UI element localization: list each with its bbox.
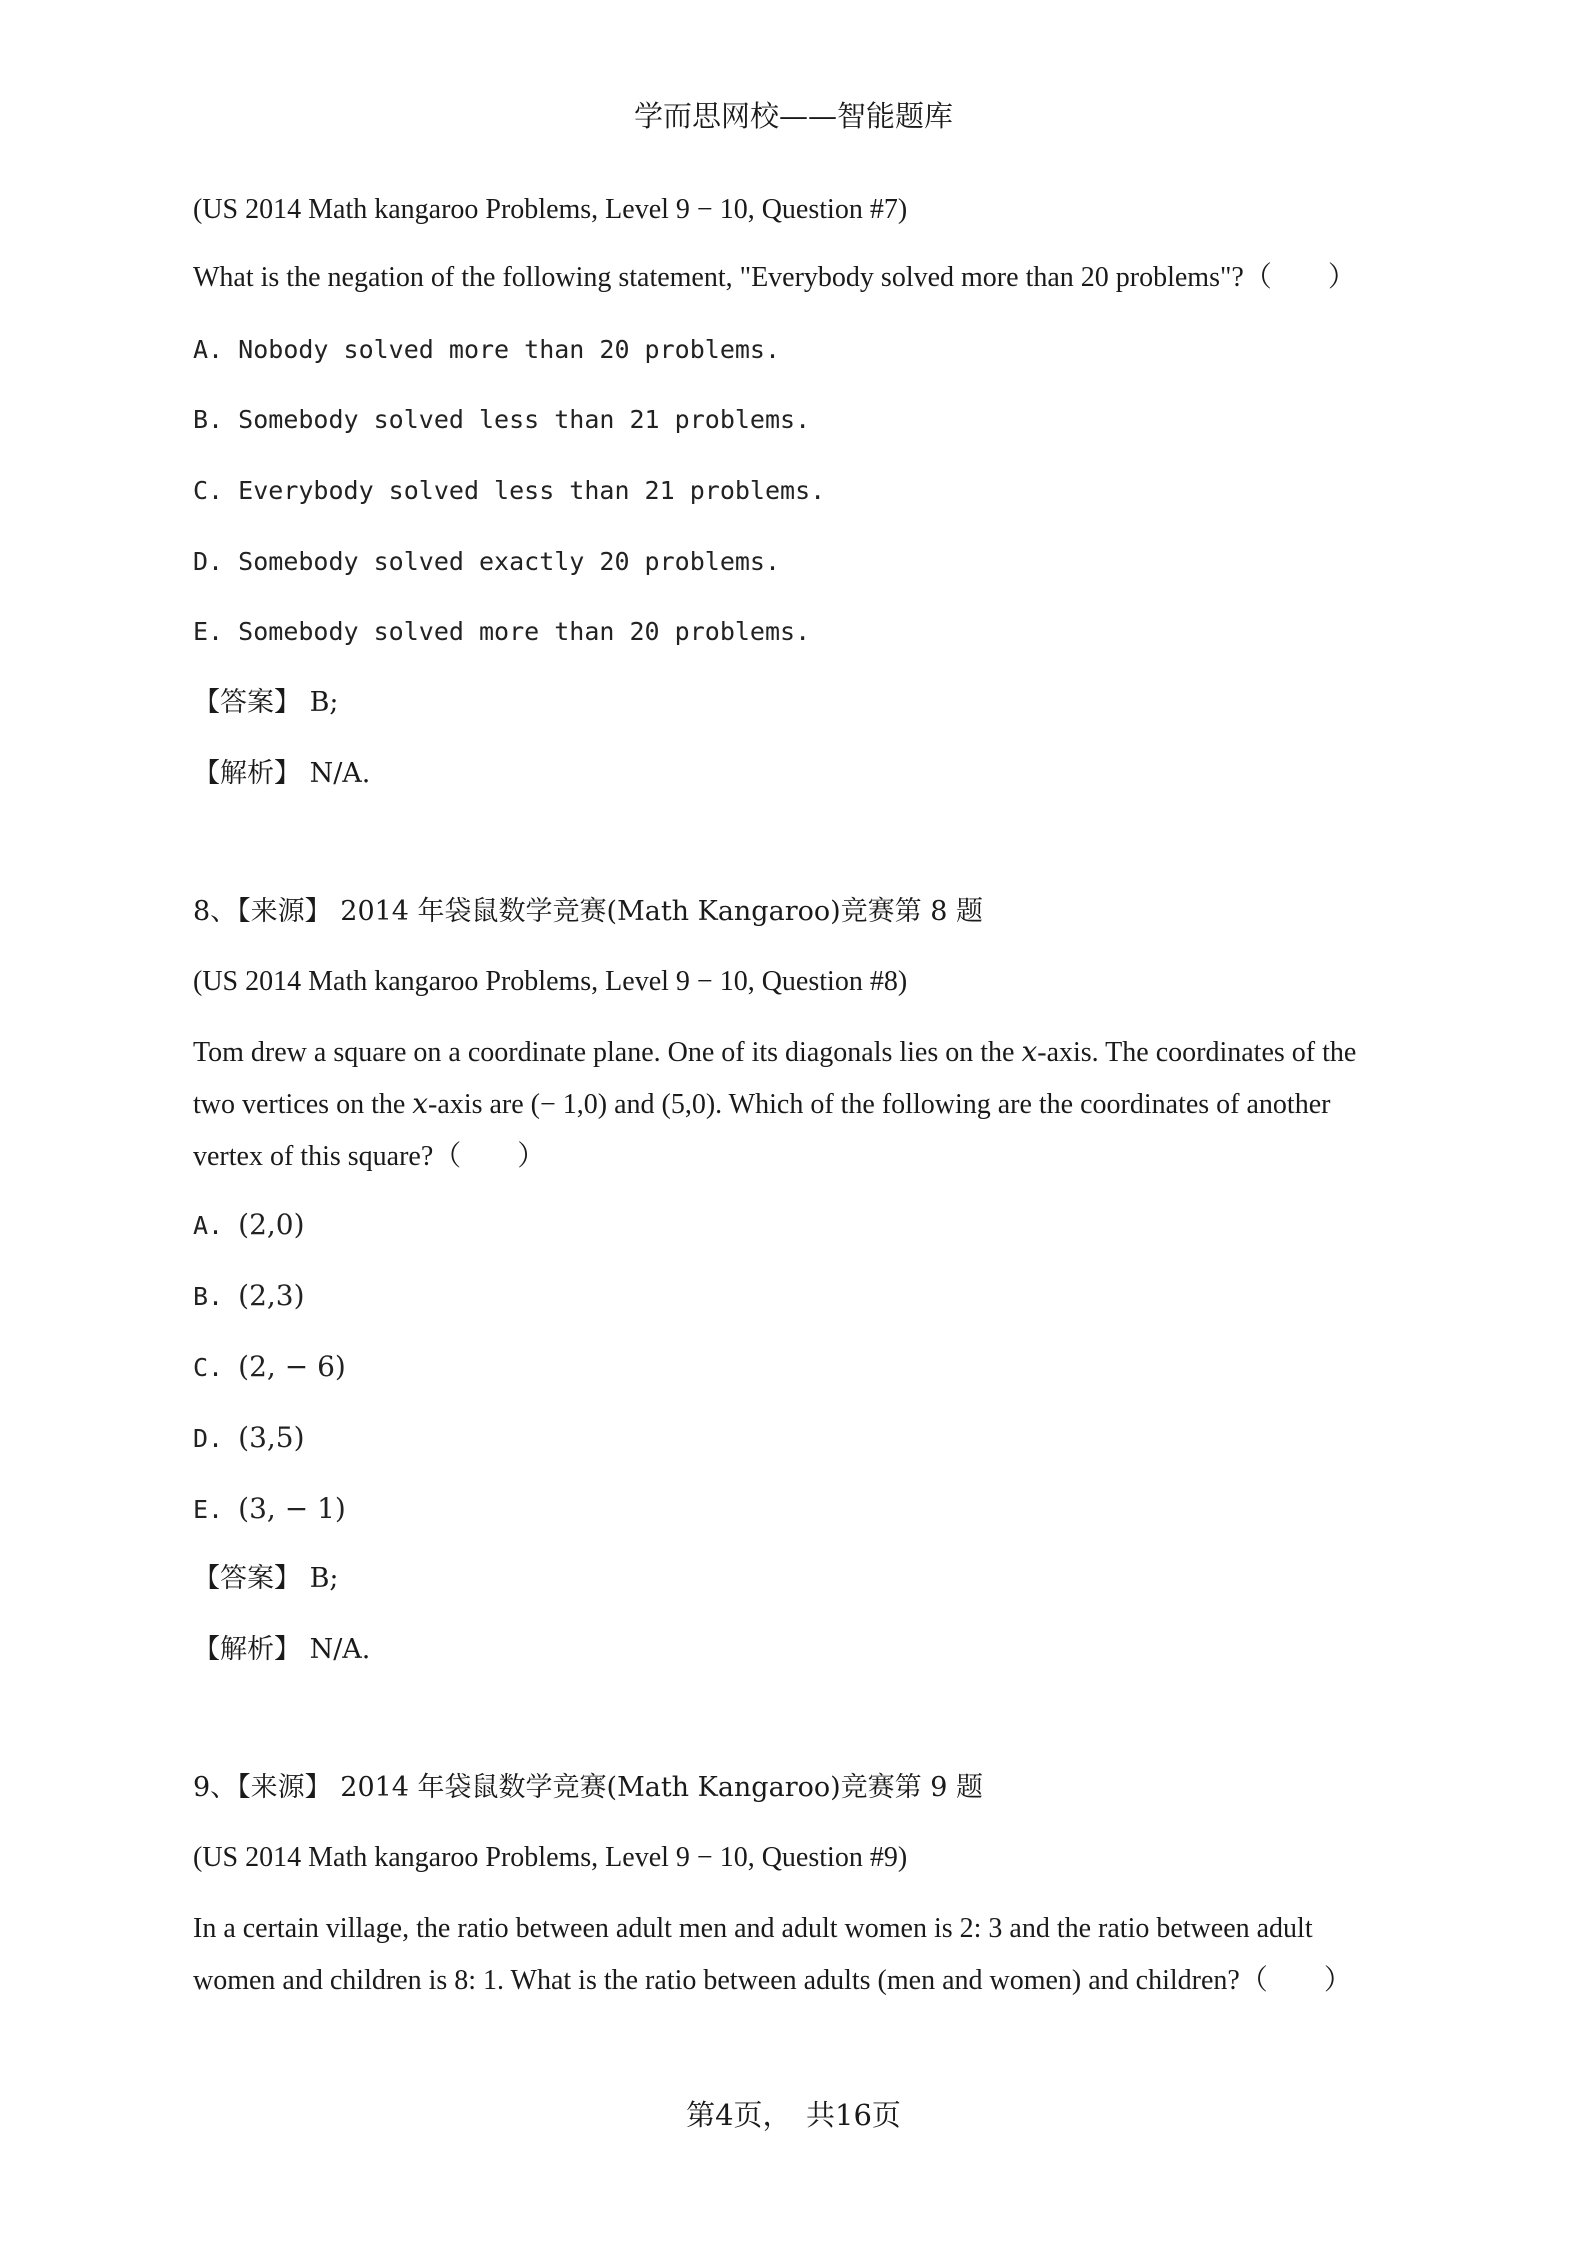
q8-option-b (193, 1276, 305, 1317)
q7-option-e (193, 612, 810, 652)
q7-option-c (193, 471, 825, 511)
q8-option-d (193, 1418, 305, 1459)
q8-option-c (193, 1347, 346, 1388)
option-text: (2,0) (238, 1208, 305, 1241)
q8-option-e (193, 1489, 346, 1530)
q7-option-b (193, 400, 810, 440)
q8-analysis: 【解析】 N/A. (193, 1634, 371, 1665)
q7-source: (US 2014 Math kangaroo Problems, Level 9 − 10, Question #7) (193, 194, 908, 225)
option-text: Somebody solved exactly 20 problems. (238, 547, 781, 576)
option-text: Everybody solved less than 21 problems. (238, 476, 826, 505)
q8-question-line-1: Tom drew a square on a coordinate plane. One of its diagonals lies on the 𝑥-axis. The coordinates of the (193, 1037, 1357, 1068)
option-text: (3, − 1) (238, 1492, 346, 1525)
q7-option-a (193, 330, 780, 370)
option-text: Somebody solved more than 20 problems. (238, 617, 811, 646)
q9-question-line-1: In a certain village, the ratio between adult men and adult women is 2: 3 and the ratio between adult (193, 1913, 1313, 1944)
option-label: E. (193, 1495, 224, 1524)
page-header: 学而思网校——智能题库 (633, 99, 953, 133)
option-text: (3,5) (238, 1421, 305, 1454)
q7-question: What is the negation of the following statement, "Everybody solved more than 20 problems"?（ ） (193, 262, 1356, 293)
q9-source: (US 2014 Math kangaroo Problems, Level 9 − 10, Question #9) (193, 1842, 908, 1873)
page-footer: 第4页， 共16页 (686, 2098, 901, 2132)
q9-question (193, 1903, 1393, 2007)
option-text: (2,3) (238, 1279, 305, 1312)
q8-source: (US 2014 Math kangaroo Problems, Level 9 − 10, Question #8) (193, 966, 908, 997)
q8-question-line-2: two vertices on the 𝑥-axis are (− 1,0) and (5,0). Which of the following are the coordinates of another (193, 1089, 1331, 1120)
q7-option-d (193, 542, 780, 582)
option-label: D. (193, 1424, 224, 1453)
q8-question (193, 1027, 1393, 1183)
q8-option-a (193, 1205, 305, 1246)
option-label: E. (193, 617, 224, 646)
q8-answer: 【答案】 B; (193, 1563, 339, 1594)
q8-question-line-3: vertex of this square?（ ） (193, 1141, 546, 1172)
option-label: A. (193, 1211, 224, 1240)
option-text: (2, − 6) (238, 1350, 346, 1383)
option-label: A. (193, 335, 224, 364)
q9-question-line-2: women and children is 8: 1. What is the ratio between adults (men and women) and children?（ ） (193, 1965, 1352, 1996)
option-label: B. (193, 405, 224, 434)
q7-answer: 【答案】 B; (193, 687, 339, 718)
option-label: D. (193, 547, 224, 576)
option-text: Somebody solved less than 21 problems. (238, 405, 811, 434)
option-text: Nobody solved more than 20 problems. (238, 335, 781, 364)
option-label: C. (193, 1353, 224, 1382)
option-label: C. (193, 476, 224, 505)
q7-analysis: 【解析】 N/A. (193, 758, 371, 789)
option-label: B. (193, 1282, 224, 1311)
q8-heading: 8、【来源】 2014 年袋鼠数学竞赛(Math Kangaroo)竞赛第 8 题 (193, 896, 983, 927)
q9-heading: 9、【来源】 2014 年袋鼠数学竞赛(Math Kangaroo)竞赛第 9 题 (193, 1772, 983, 1803)
